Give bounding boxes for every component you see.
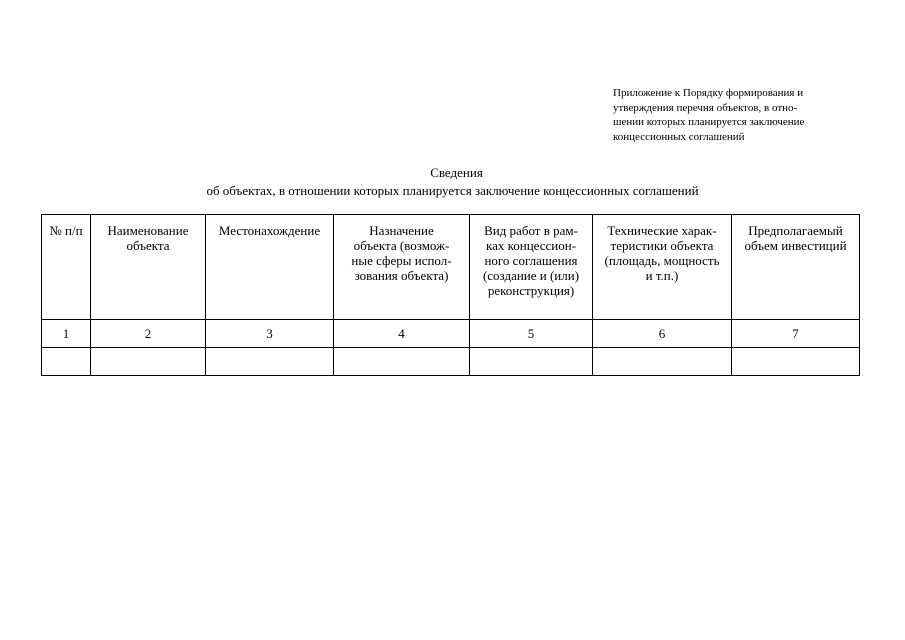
empty-cell [206, 348, 334, 376]
empty-cell [334, 348, 470, 376]
header-text: Наименование [107, 223, 189, 238]
header-text: ного соглашения [484, 253, 578, 268]
empty-cell [42, 348, 91, 376]
header-cell-work-type [470, 215, 593, 320]
title-line-2: об объектах, в отношении которых планируется заключение концессионных соглашений [206, 183, 699, 198]
header-cell-purpose [334, 215, 470, 320]
title-line-1: Сведения [430, 165, 483, 180]
header-text: реконструкция) [487, 283, 575, 298]
header-text: ках концессион- [485, 238, 577, 253]
header-text: объекта [126, 238, 170, 253]
header-text: и т.п.) [645, 268, 679, 283]
header-cell-number [42, 215, 91, 320]
header-cell-name [91, 215, 206, 320]
appendix-line: концессионных соглашений [613, 130, 745, 143]
column-number-cell: 1 [42, 320, 91, 348]
header-text: (создание и (или) [482, 268, 580, 283]
header-text: Местонахождение [218, 223, 321, 238]
empty-cell [91, 348, 206, 376]
header-cell-location [206, 215, 334, 320]
empty-cell [593, 348, 732, 376]
header-text: теристики объекта [610, 238, 714, 253]
header-row [42, 215, 860, 320]
header-cell-specs [593, 215, 732, 320]
document-title [0, 164, 905, 200]
column-number-cell: 4 [334, 320, 470, 348]
objects-table [41, 214, 860, 376]
header-text: Вид работ в рам- [484, 223, 578, 238]
header-text: Назначение [369, 223, 434, 238]
header-text: № п/п [49, 223, 83, 238]
column-number-cell: 7 [732, 320, 860, 348]
column-number-cell: 6 [593, 320, 732, 348]
header-cell-investment [732, 215, 860, 320]
appendix-note [613, 86, 845, 144]
empty-data-row [42, 348, 860, 376]
header-text: объем инвестиций [744, 238, 847, 253]
header-text: Технические харак- [607, 223, 717, 238]
empty-cell [732, 348, 860, 376]
appendix-line: утверждения перечня объектов, в отно- [613, 101, 798, 114]
appendix-line: Приложение к Порядку формирования и [613, 87, 804, 99]
appendix-line: шении которых планируется заключение [613, 116, 805, 128]
column-number-cell: 3 [206, 320, 334, 348]
header-text: объекта (возмож- [353, 238, 450, 253]
header-text: зования объекта) [354, 268, 449, 283]
header-text: Предполагаемый [748, 223, 843, 238]
header-text: ные сферы испол- [351, 253, 452, 268]
empty-cell [470, 348, 593, 376]
header-text: (площадь, мощность [604, 253, 720, 268]
column-number-cell: 5 [470, 320, 593, 348]
column-number-row [42, 320, 860, 348]
column-number-cell: 2 [91, 320, 206, 348]
